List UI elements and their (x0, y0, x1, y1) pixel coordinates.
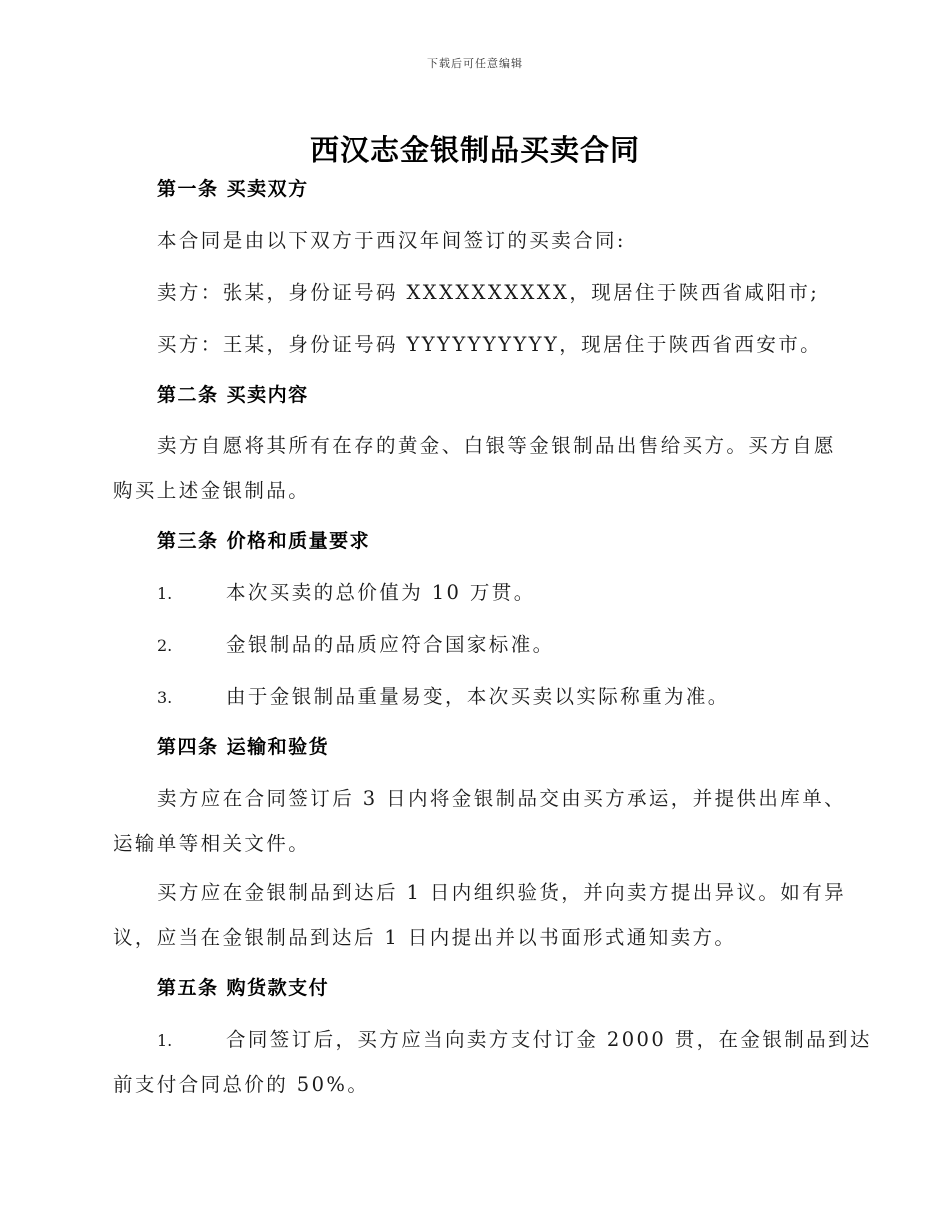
list-item-number: 2. (157, 636, 173, 655)
section-2-heading: 第二条 买卖内容 (157, 384, 309, 406)
section-4-paragraph-1-line1: 卖方应在合同签订后 3 日内将金银制品交由买方承运，并提供出库单、 (157, 787, 847, 810)
section-4-paragraph-2-line1: 买方应在金银制品到达后 1 日内组织验货，并向卖方提出异议。如有异 (157, 881, 847, 904)
list-item-text: 本次买卖的总价值为 10 万贯。 (226, 581, 536, 604)
list-item-number: 1. (157, 584, 173, 603)
section-5-heading: 第五条 购货款支付 (157, 977, 330, 999)
section-1-heading: 第一条 买卖双方 (157, 178, 309, 200)
section-4-paragraph-1-line2: 运输单等相关文件。 (113, 832, 311, 855)
section-1-buyer: 买方：王某，身份证号码 YYYYYYYYYY，现居住于陕西省西安市。 (157, 333, 823, 356)
list-item-text-line1: 合同签订后，买方应当向卖方支付订金 2000 贯，在金银制品到达 (226, 1028, 872, 1051)
list-item-text: 金银制品的品质应符合国家标准。 (226, 633, 555, 656)
list-item-text: 由于金银制品重量易变，本次买卖以实际称重为准。 (226, 685, 730, 708)
section-2-paragraph-line1: 卖方自愿将其所有在存的黄金、白银等金银制品出售给买方。买方自愿 (157, 434, 836, 457)
section-1-intro: 本合同是由以下双方于西汉年间签订的买卖合同: (157, 229, 626, 252)
section-4-paragraph-2-line2: 议，应当在金银制品到达后 1 日内提出并以书面形式通知卖方。 (113, 926, 737, 949)
list-item-text-line2: 前支付合同总价的 50%。 (113, 1073, 370, 1096)
header-note: 下载后可任意编辑 (427, 57, 523, 70)
list-item-number: 3. (157, 688, 173, 707)
section-4-heading: 第四条 运输和验货 (157, 736, 330, 758)
list-item-number: 1. (157, 1031, 173, 1050)
section-2-paragraph-line2: 购买上述金银制品。 (113, 479, 311, 502)
contract-title: 西汉志金银制品买卖合同 (309, 133, 640, 167)
section-3-heading: 第三条 价格和质量要求 (157, 530, 371, 552)
section-1-seller: 卖方：张某，身份证号码 XXXXXXXXXX，现居住于陕西省咸阳市; (157, 281, 820, 304)
